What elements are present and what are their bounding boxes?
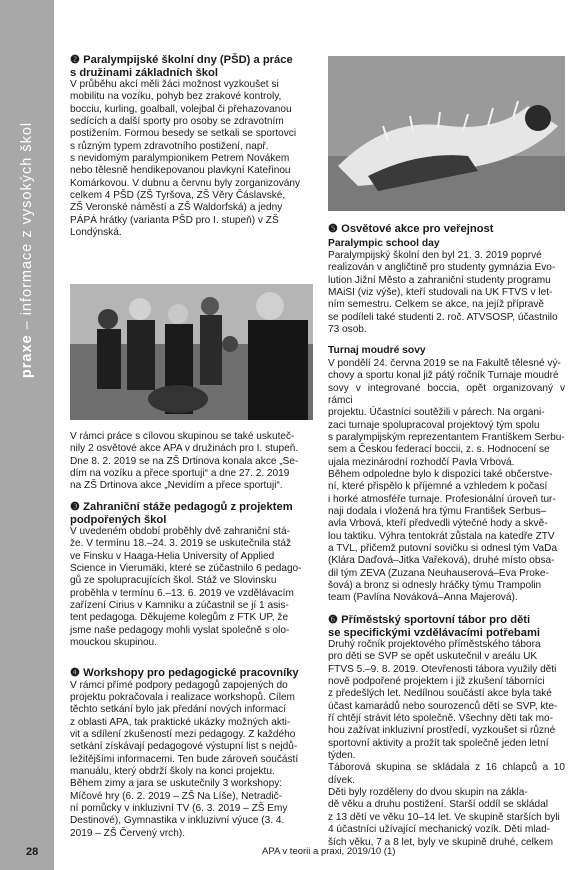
text-line: realizován v angličtině pro studenty gymnázia Evo- <box>328 262 556 274</box>
sidebar-band <box>0 0 54 870</box>
text-line: ří chtějí strávit léto společně. Všechny děti tak mo- <box>328 713 553 725</box>
text-line: Science in Vierumäki, které se zúčastnilo 6 pedago- <box>70 563 302 575</box>
text-line: šová) a bronz si odnesly hráčky týmu Trampolin <box>328 580 542 592</box>
section-4-title: ❹ Workshopy pro pedagogické pracovníky <box>70 667 299 679</box>
text-line: Děti byly rozděleny do dvou skupin na zákla- <box>328 787 528 799</box>
section-5-subtitle-2: Turnaj moudré sovy <box>328 345 426 357</box>
text-line: vit a sdílení zkušeností mezi pedagogy. Z každého <box>70 728 296 740</box>
text-line: 73 osob. <box>328 324 367 336</box>
section-3-title: ❸ Zahraniční stáže pedagogů z projektem podpořených škol <box>70 501 293 526</box>
text-line: dím na vozíku a přece sportuji“ a dne 27. 2. 2019 <box>70 468 290 480</box>
text-line: sportovní aktivity a prožít tak společně jeden letní <box>328 737 549 749</box>
text-line: bocciu, kurling, goalball, volejbal či přehazovanou <box>70 103 292 115</box>
text-line: sem a Českou federací boccii, z. s. Hodnocení se <box>328 444 550 456</box>
section-2-text <box>70 79 312 239</box>
text-line: postižením. Formou besedy se setkali se sportovci <box>70 128 297 140</box>
text-line: setkání získávají pedagogové výstupní list s nejdů- <box>70 741 298 753</box>
text-line: i horké atmosféře turnaje. Profesionální úroveň tur- <box>328 493 556 505</box>
text-line: těchto setkání bylo jak předání nových informací <box>70 704 287 716</box>
text-line: ležitějšími informacemi. Ten bude zároveň součástí <box>70 753 299 765</box>
text-line: nily 2 osvětové akce APA v družinách pro I. stupeň. <box>70 443 299 455</box>
text-line: Během odpoledne bylo k dispozici také občerstve- <box>328 469 553 480</box>
text-line: nebo tělesně hendikepovanou plavkyní Kateřinou <box>70 165 291 177</box>
text-line: PÁPÁ hrátky (varianta PŠD pro I. stupeň) v ZŠ <box>70 214 279 226</box>
text-line: mouckou skupinou. <box>70 637 157 649</box>
photo-students-wheelchair <box>70 284 313 420</box>
section-5-title: ❺ Osvětové akce pro veřejnost <box>328 223 494 235</box>
section-2-after-text <box>70 431 312 493</box>
section-2 <box>70 54 312 239</box>
text-line: proběhla v termínu 6.–13. 6. 2019 ve vzdělávacím <box>70 587 294 599</box>
text-line: ní, které přispělo k příjemné a vzhledem k počasí <box>328 481 548 493</box>
text-line: ní pomůcky v inkluzivní TV (6. 3. 2019 – ZŠ Emy <box>70 802 288 814</box>
journal-citation: APA v teorii a praxi, 2019/10 (1) <box>262 846 396 857</box>
text-line: Dne 8. 2. 2019 se na ZŠ Drtinova konala akce „Se- <box>70 455 299 467</box>
text-line: ve Finsku v Haaga-Helia University of Applied <box>70 550 275 562</box>
text-line: dil tým ZEVA (Zuzana Neuhauserová–Eva Proke- <box>328 567 549 579</box>
text-line: lution Jižní Město a zahraniční studenty programu <box>328 274 551 286</box>
text-line: jsme naše pedagogy mohli vyslat společně s olo- <box>70 624 290 636</box>
section-6-title: ❻ Příměstský sportovní tábor pro děti se specifickými vzdělávacími potřebami <box>328 614 541 639</box>
text-line: manuálu, který obdrží školy na konci projektu. <box>70 765 275 777</box>
text-line: projektu. Účastníci soutěžili v párech. Na organi- <box>328 407 545 419</box>
text-line: avla Vrbová, kteří předvedli výtečné hody a skvě- <box>328 518 548 530</box>
text-line: mobilitu na vozíku, pohyb bez zrakové kontroly, <box>70 91 282 103</box>
text-line: tent pedagoga. Děkujeme kolegům z FTK UP, že <box>70 612 289 624</box>
text-line: lou taktiku. Výhra tentokrát zůstala na katedře ZTV <box>328 530 555 542</box>
text-line: V průběhu akcí měli žáci možnost vyzkoušet si <box>70 79 279 90</box>
section-3-text <box>70 526 312 649</box>
text-line: Míčové hry (6. 2. 2019 – ZŠ Na Líše), Netradič- <box>70 790 283 802</box>
text-line: V uvedeném období proběhly dvě zahraniční stá- <box>70 526 290 537</box>
text-line: dě věku a druhu postižení. Starší oddíl se skládal <box>328 799 548 811</box>
text-line: Komárkovou. V dubnu a červnu byly zorganizovány <box>70 177 301 189</box>
text-line: ujala mezinárodní rozhodčí Pavla Vrbová. <box>328 456 515 468</box>
text-line: FTVS 5.–9. 8. 2019. Otevřenosti tábora využily děti <box>328 663 557 675</box>
text-line: Táborová skupina se skládala z 16 chlapců a 10 dívek. <box>328 762 565 786</box>
section-label: praxe – informace z vysokých škol <box>19 121 35 379</box>
text-line: projektu pokračovala i realizace workshopů. Cílem <box>70 691 295 703</box>
section-4-text <box>70 680 312 840</box>
text-line: celkem 4 PŠD (ZŠ Tyršova, ZŠ Věry Čáslavské, <box>70 190 286 202</box>
text-line: 4 účastníci užívající mechanický vozík. Děti mlad- <box>328 824 551 836</box>
text-line: účast kamarádů nebo sourozenců dětí se SVP, kte- <box>328 700 558 712</box>
section-3 <box>70 501 312 649</box>
section-5-text-1 <box>328 250 565 336</box>
text-line: V pondělí 24. června 2019 se na Fakultě tělesné vý- <box>328 357 561 369</box>
page-number: 28 <box>26 846 39 858</box>
text-line: Paralympijský školní den byl 21. 3. 2019 poprvé <box>328 250 542 261</box>
text-line: zaci turnaje spolupracoval projektový tým spolu <box>328 419 540 431</box>
text-line: zařízení Cirius v Kamniku a zúčastnil se jí 1 asis- <box>70 600 289 612</box>
text-line: sedících a další sporty pro osoby se zdravotním <box>70 116 284 128</box>
section-5 <box>328 223 565 605</box>
text-line: naji dodala i vložená hra týmu František Serbus– <box>328 506 547 518</box>
text-line: na ZŠ Drtinova akce „Nevidím a přece sportuji“. <box>70 480 283 492</box>
text-line: V rámci práce s cílovou skupinou se také uskuteč- <box>70 431 295 442</box>
text-line: s paralympijským reprezentantem Františkem Serbu- <box>328 431 565 443</box>
text-line: hou zažívat inkluzivní prostředí, vyzkoušet si různé <box>328 725 556 737</box>
text-line: se podíleli také studenti 2. roč. ATVSOSP, účastnilo <box>328 311 558 323</box>
text-line: z 13 dětí ve věku 10–14 let. Ve skupině starších byli <box>328 811 560 823</box>
text-line: Druhý ročník projektového příměstského tábora <box>328 639 541 650</box>
section-5-text-2 <box>328 358 565 605</box>
text-line: V rámci přímé podpory pedagogů zapojených do <box>70 679 288 691</box>
section-6 <box>328 614 565 849</box>
section-2-after <box>70 431 312 493</box>
section-5-subtitle-1: Paralympic school day <box>328 237 440 249</box>
text-line: chovy a sportu konal již pátý ročník Turnaje moudré <box>328 370 559 382</box>
text-line: sovy v integrované boccia, opět organizovaný v rámci <box>328 382 565 406</box>
text-line: Během zimy a jara se uskutečnily 3 workshopy: <box>70 778 283 790</box>
text-line: team (Pavlína Nováková–Anna Majerová). <box>328 592 518 604</box>
text-line: (Klára Daďová–Jitka Vařeková), druhé místo obsa- <box>328 555 555 567</box>
text-line: MAiSI (viz výše), kteří studovali na UK FTVS v let- <box>328 287 553 299</box>
text-line: a TVL, přičemž putovní sovičku si odnesl tým VaDa <box>328 543 558 555</box>
text-line: ním semestru. Celkem se akce, na jejíž přípravě <box>328 299 544 311</box>
text-line: Destinové), Gymnastika v inkluzivní výuce (3. 4. <box>70 815 285 827</box>
text-line: týden. <box>328 750 356 762</box>
photo-blindfold-activity <box>328 56 565 211</box>
section-2-title: ❷ Paralympijské školní dny (PŠD) a práce s družinami základních škol <box>70 54 293 79</box>
text-line: z předešlých let. Nedílnou součástí akce byla také <box>328 688 552 700</box>
text-line: gů ze spolupracujících škol. Stáž ve Slovinsku <box>70 575 277 587</box>
text-line: nově podpořené projektem i již zkušení táborníci <box>328 676 545 688</box>
section-6-text <box>328 639 565 849</box>
text-line: Londýnská. <box>70 227 122 239</box>
text-line: pro děti se SVP se opět uskutečnil v areálu UK <box>328 651 538 663</box>
text-line: že. V termínu 18.–24. 3. 2019 se uskutečnila stáž <box>70 538 292 550</box>
text-line: s nevidomým paralympionikem Petrem Novákem <box>70 153 290 165</box>
text-line: 2019 – ZŠ Červený vrch). <box>70 827 186 839</box>
text-line: s různým typem zdravotního postižení, např. <box>70 140 269 152</box>
text-line: ších věku, 7 a 8 let, byly ve skupině druhé, celkem <box>328 836 553 848</box>
section-4 <box>70 667 312 840</box>
text-line: ZŠ Veronské náměstí a ZŠ Waldorfská) a jedny <box>70 202 283 214</box>
text-line: z oblasti APA, tak praktické ukázky možných akti- <box>70 716 291 728</box>
